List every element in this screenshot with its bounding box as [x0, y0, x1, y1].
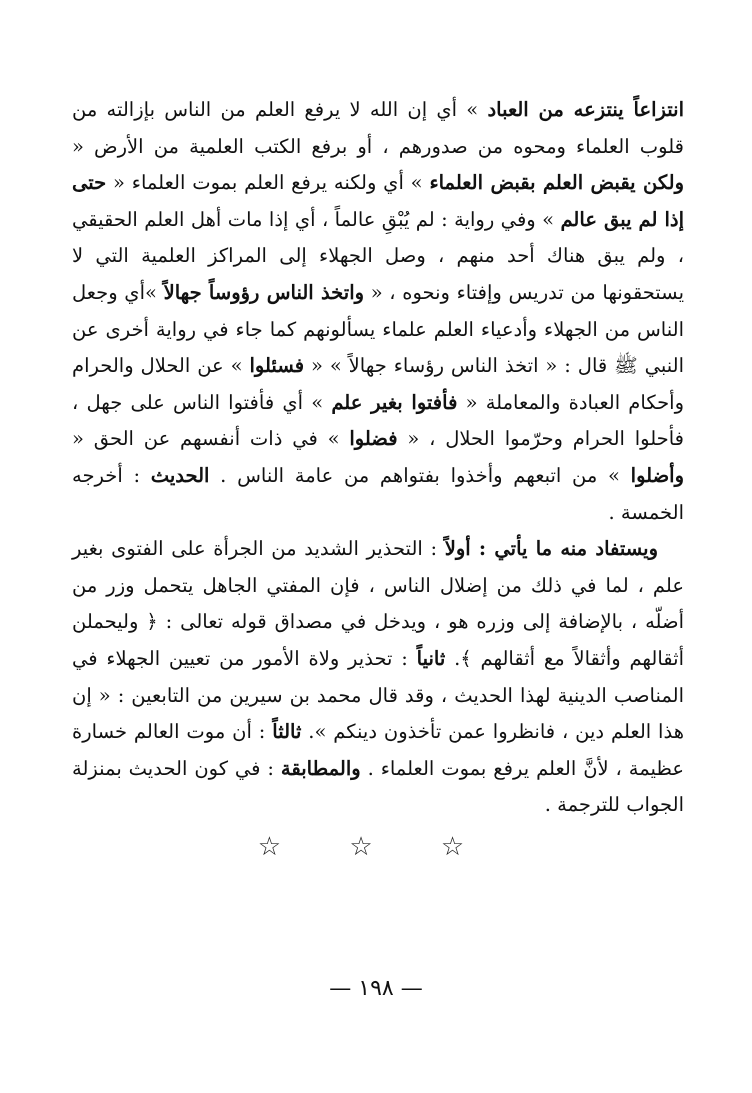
- text-run: : في كون الحديث بمنزلة الجواب للترجمة .: [72, 756, 684, 817]
- bold-phrase: فسئلوا: [249, 354, 305, 378]
- bold-phrase: ويستفاد منه ما يأتي : أولاً: [444, 537, 658, 561]
- text-run: : أخرجه الخمسة .: [72, 463, 684, 524]
- text-run: : التحذير الشديد من الجرأة على الفتوى بغير علم ، لما في ذلك من إضلال الناس ، فإن المفتي الجاهل يتحمل وزر من أضلّه ، بالإضافة إلى وزره هو ، ويدخل في مصداق قوله تعالى : ﴿ وليحملن أثقالهم وأثقالاً مع أثقالهم ﴾.: [72, 537, 685, 670]
- text-run: : أن موت العالم خسارة عظيمة ، لأنَّ العلم يرفع بموت العلماء .: [72, 720, 685, 780]
- body-text: [72, 92, 684, 824]
- text-run: : تحذير ولاة الأمور من تعيين الجهلاء في المناصب الدينية لهذا الحديث ، وقد قال محمد بن سيرين من التابعين : « إن هذا العلم دين ، فانظروا عمن تأخذون دينكم ».: [72, 646, 684, 744]
- text-run: » في ذات أنفسهم عن الحق «: [72, 427, 350, 451]
- text-run: »أي وجعل الناس من الجهلاء وأدعياء العلم علماء يسألونهم كما جاء في رواية أخرى عن النبي ﷺ قال : « اتخذ الناس رؤساء جهالاً » «: [72, 280, 684, 378]
- bold-phrase: ثانياً: [416, 646, 446, 670]
- bold-phrase: والمطابقة: [280, 756, 361, 780]
- bold-phrase: واتخذ الناس رؤوساً جهالاً: [163, 280, 365, 304]
- lessons-paragraph: [72, 531, 684, 824]
- star-separator: ☆ ☆ ☆: [257, 832, 495, 862]
- bold-phrase: وأضلوا: [630, 463, 684, 487]
- text-run: » أي إن الله لا يرفع العلم من الناس بإزالته من قلوب العلماء ومحوه من صدورهم ، أو برفع الكتب العلمية من الأرض «: [72, 98, 684, 158]
- bold-phrase: الحديث: [150, 463, 210, 487]
- bold-phrase: فضلوا: [349, 427, 398, 451]
- bold-phrase: ثالثاً: [272, 720, 302, 744]
- text-run: » عن الحلال والحرام وأحكام العبادة والمعاملة «: [72, 354, 684, 414]
- text-run: » وفي رواية : لم يُبْقِ عالماً ، أي إذا مات أهل العلم الحقيقي ، ولم يبق هناك أحد منهم ، وصل الجهلاء إلى المراكز العلمية التي لا يستحقونها من تدريس وإفتاء ونحوه ، «: [72, 207, 685, 304]
- text-run: » أي ولكنه يرفع العلم بموت العلماء «: [106, 171, 430, 195]
- text-run: » أي فأفتوا الناس على جهل ، فأحلوا الحرام وحرّموا الحلال ، «: [72, 390, 685, 451]
- bold-phrase: فأفتوا بغير علم: [331, 390, 458, 414]
- bold-phrase: حتى إذا لم يبق عالم: [72, 171, 684, 231]
- text-run: » من اتبعهم وأخذوا بفتواهم من عامة الناس .: [209, 463, 631, 487]
- bold-phrase: انتزاعاً ينتزعه من العباد: [487, 98, 684, 121]
- bold-phrase: ولكن يقبض العلم بقبض العلماء: [429, 171, 684, 195]
- commentary-paragraph: [72, 92, 684, 531]
- page-number: — ١٩٨ —: [329, 976, 423, 1001]
